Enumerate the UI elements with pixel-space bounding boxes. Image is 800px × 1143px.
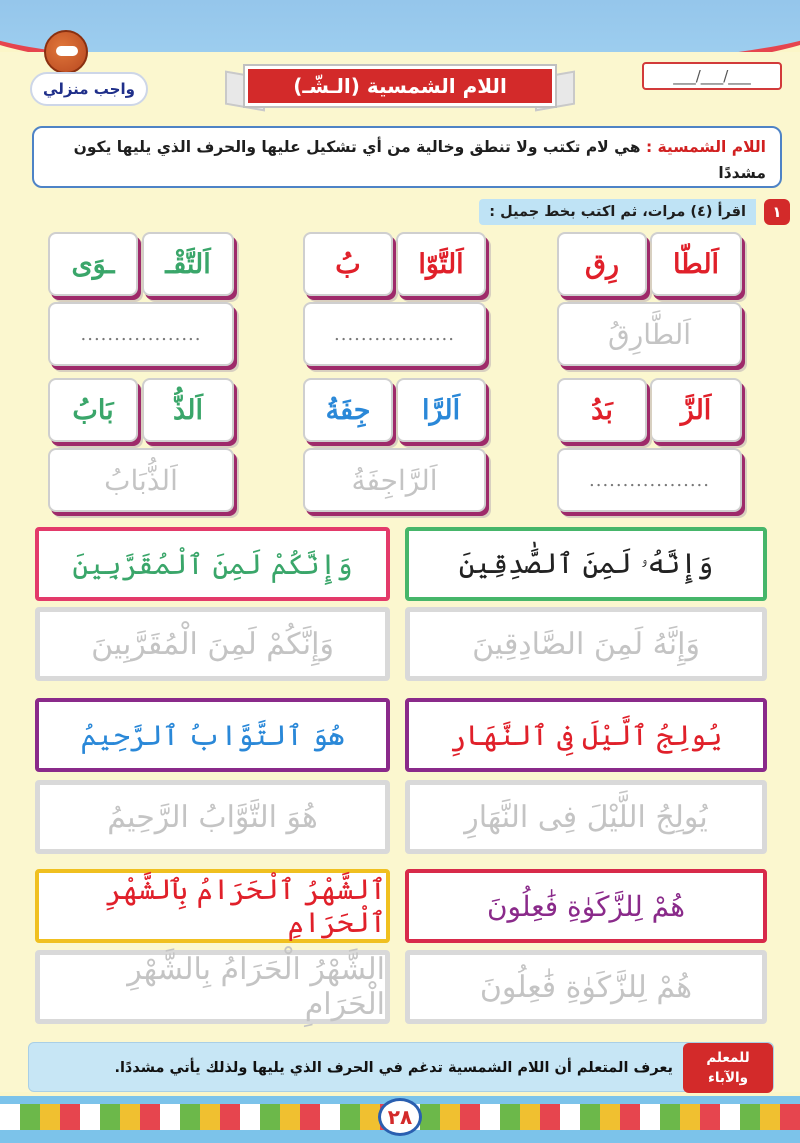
note-label-line1: للمعلم bbox=[706, 1050, 750, 1066]
verse-box: يُولِجُ ٱلَّيْلَ فِى ٱلنَّهَارِ bbox=[405, 698, 767, 772]
word-tile-part-a: اَلتَّوّا bbox=[396, 232, 486, 296]
trace-box[interactable]: اَلذُّبَابُ bbox=[48, 448, 234, 512]
page-title: اللام الشمسية (الـشّـ) bbox=[245, 66, 555, 106]
verse-trace-box[interactable]: هُوَ التَّوَّابُ الرَّحِيمُ bbox=[35, 780, 390, 854]
definition-box bbox=[32, 126, 782, 188]
word-tile-part-b: ـوَى bbox=[48, 232, 138, 296]
page-number: ٢٨ bbox=[378, 1098, 422, 1136]
homework-badge: واجب منزلي bbox=[30, 72, 148, 106]
writing-dots: .................. bbox=[589, 469, 710, 491]
word-tile-part-a: اَلذُّ bbox=[142, 378, 234, 442]
page-title-ribbon bbox=[225, 60, 575, 112]
trace-box[interactable]: اَلطَّارِقُ bbox=[557, 302, 742, 366]
write-box[interactable] bbox=[303, 302, 486, 366]
word-tile-part-a: اَلزَّ bbox=[650, 378, 742, 442]
verse-trace-box[interactable]: وَإِنَّكُمْ لَمِنَ الْمُقَرَّبِينَ bbox=[35, 607, 390, 681]
word-tile-part-b: بَابُ bbox=[48, 378, 138, 442]
mascot-icon bbox=[44, 30, 88, 74]
trace-box[interactable]: اَلرَّاجِفَةُ bbox=[303, 448, 486, 512]
word-tile-part-a: اَلطّا bbox=[650, 232, 742, 296]
verse-trace-box[interactable]: الشَّهْرُ الْحَرَامُ بِالشَّهْرِ الْحَرَامِ bbox=[35, 950, 390, 1024]
date-field[interactable]: ___/___/___ bbox=[642, 62, 782, 90]
verse-box: هُمْ لِلزَّكَوٰةِ فَٰعِلُونَ bbox=[405, 869, 767, 943]
word-tile-part-b: رِق bbox=[557, 232, 647, 296]
verse-trace-box[interactable]: هُمْ لِلزَّكَوٰةِ فَٰعِلُونَ bbox=[405, 950, 767, 1024]
writing-dots: .................. bbox=[80, 323, 202, 345]
word-tile-part-b: جِفَةُ bbox=[303, 378, 393, 442]
verse-box: وَإِنَّكُمْ لَمِنَ ٱلْمُقَرَّبِينَ bbox=[35, 527, 390, 601]
word-tile-part-b: بَدُ bbox=[557, 378, 647, 442]
verse-box: ٱلشَّهْرُ ٱلْحَرَامُ بِٱلشَّهْرِ ٱلْحَرَامِ bbox=[35, 869, 390, 943]
writing-dots: .................. bbox=[334, 323, 455, 345]
verse-trace-box[interactable]: يُولِجُ اللَّيْلَ فِى النَّهَارِ bbox=[405, 780, 767, 854]
note-text: يعرف المتعلم أن اللام الشمسية تدغم في الحرف الذي يليها ولذلك يأتي مشددًا. bbox=[114, 1060, 673, 1076]
definition-term: اللام الشمسية : bbox=[645, 138, 766, 156]
verse-trace-box[interactable]: وَإِنَّهُ لَمِنَ الصَّادِقِينَ bbox=[405, 607, 767, 681]
note-label-line2: والآباء bbox=[707, 1070, 749, 1086]
word-tile-part-a: اَلرَّا bbox=[396, 378, 486, 442]
word-tile-part-a: اَلتَّقْـ bbox=[142, 232, 234, 296]
exercise-instruction bbox=[420, 196, 790, 228]
teacher-parent-note bbox=[28, 1042, 774, 1092]
instruction-text: اقرأ (٤) مرات، ثم اكتب بخط جميل : bbox=[479, 199, 756, 225]
verse-box: وَإِنَّهُۥ لَمِنَ ٱلصَّٰدِقِينَ bbox=[405, 527, 767, 601]
write-box[interactable] bbox=[557, 448, 742, 512]
verse-box: هُوَ ٱلتَّوَّابُ ٱلرَّحِيمُ bbox=[35, 698, 390, 772]
write-box[interactable] bbox=[48, 302, 234, 366]
note-label bbox=[683, 1043, 773, 1093]
definition-text: هي لام تكتب ولا تنطق وخالية من أي تشكيل عليها والحرف الذي يليها يكون مشددًا bbox=[73, 138, 766, 182]
word-tile-part-b: بُ bbox=[303, 232, 393, 296]
exercise-number: ١ bbox=[764, 199, 790, 225]
